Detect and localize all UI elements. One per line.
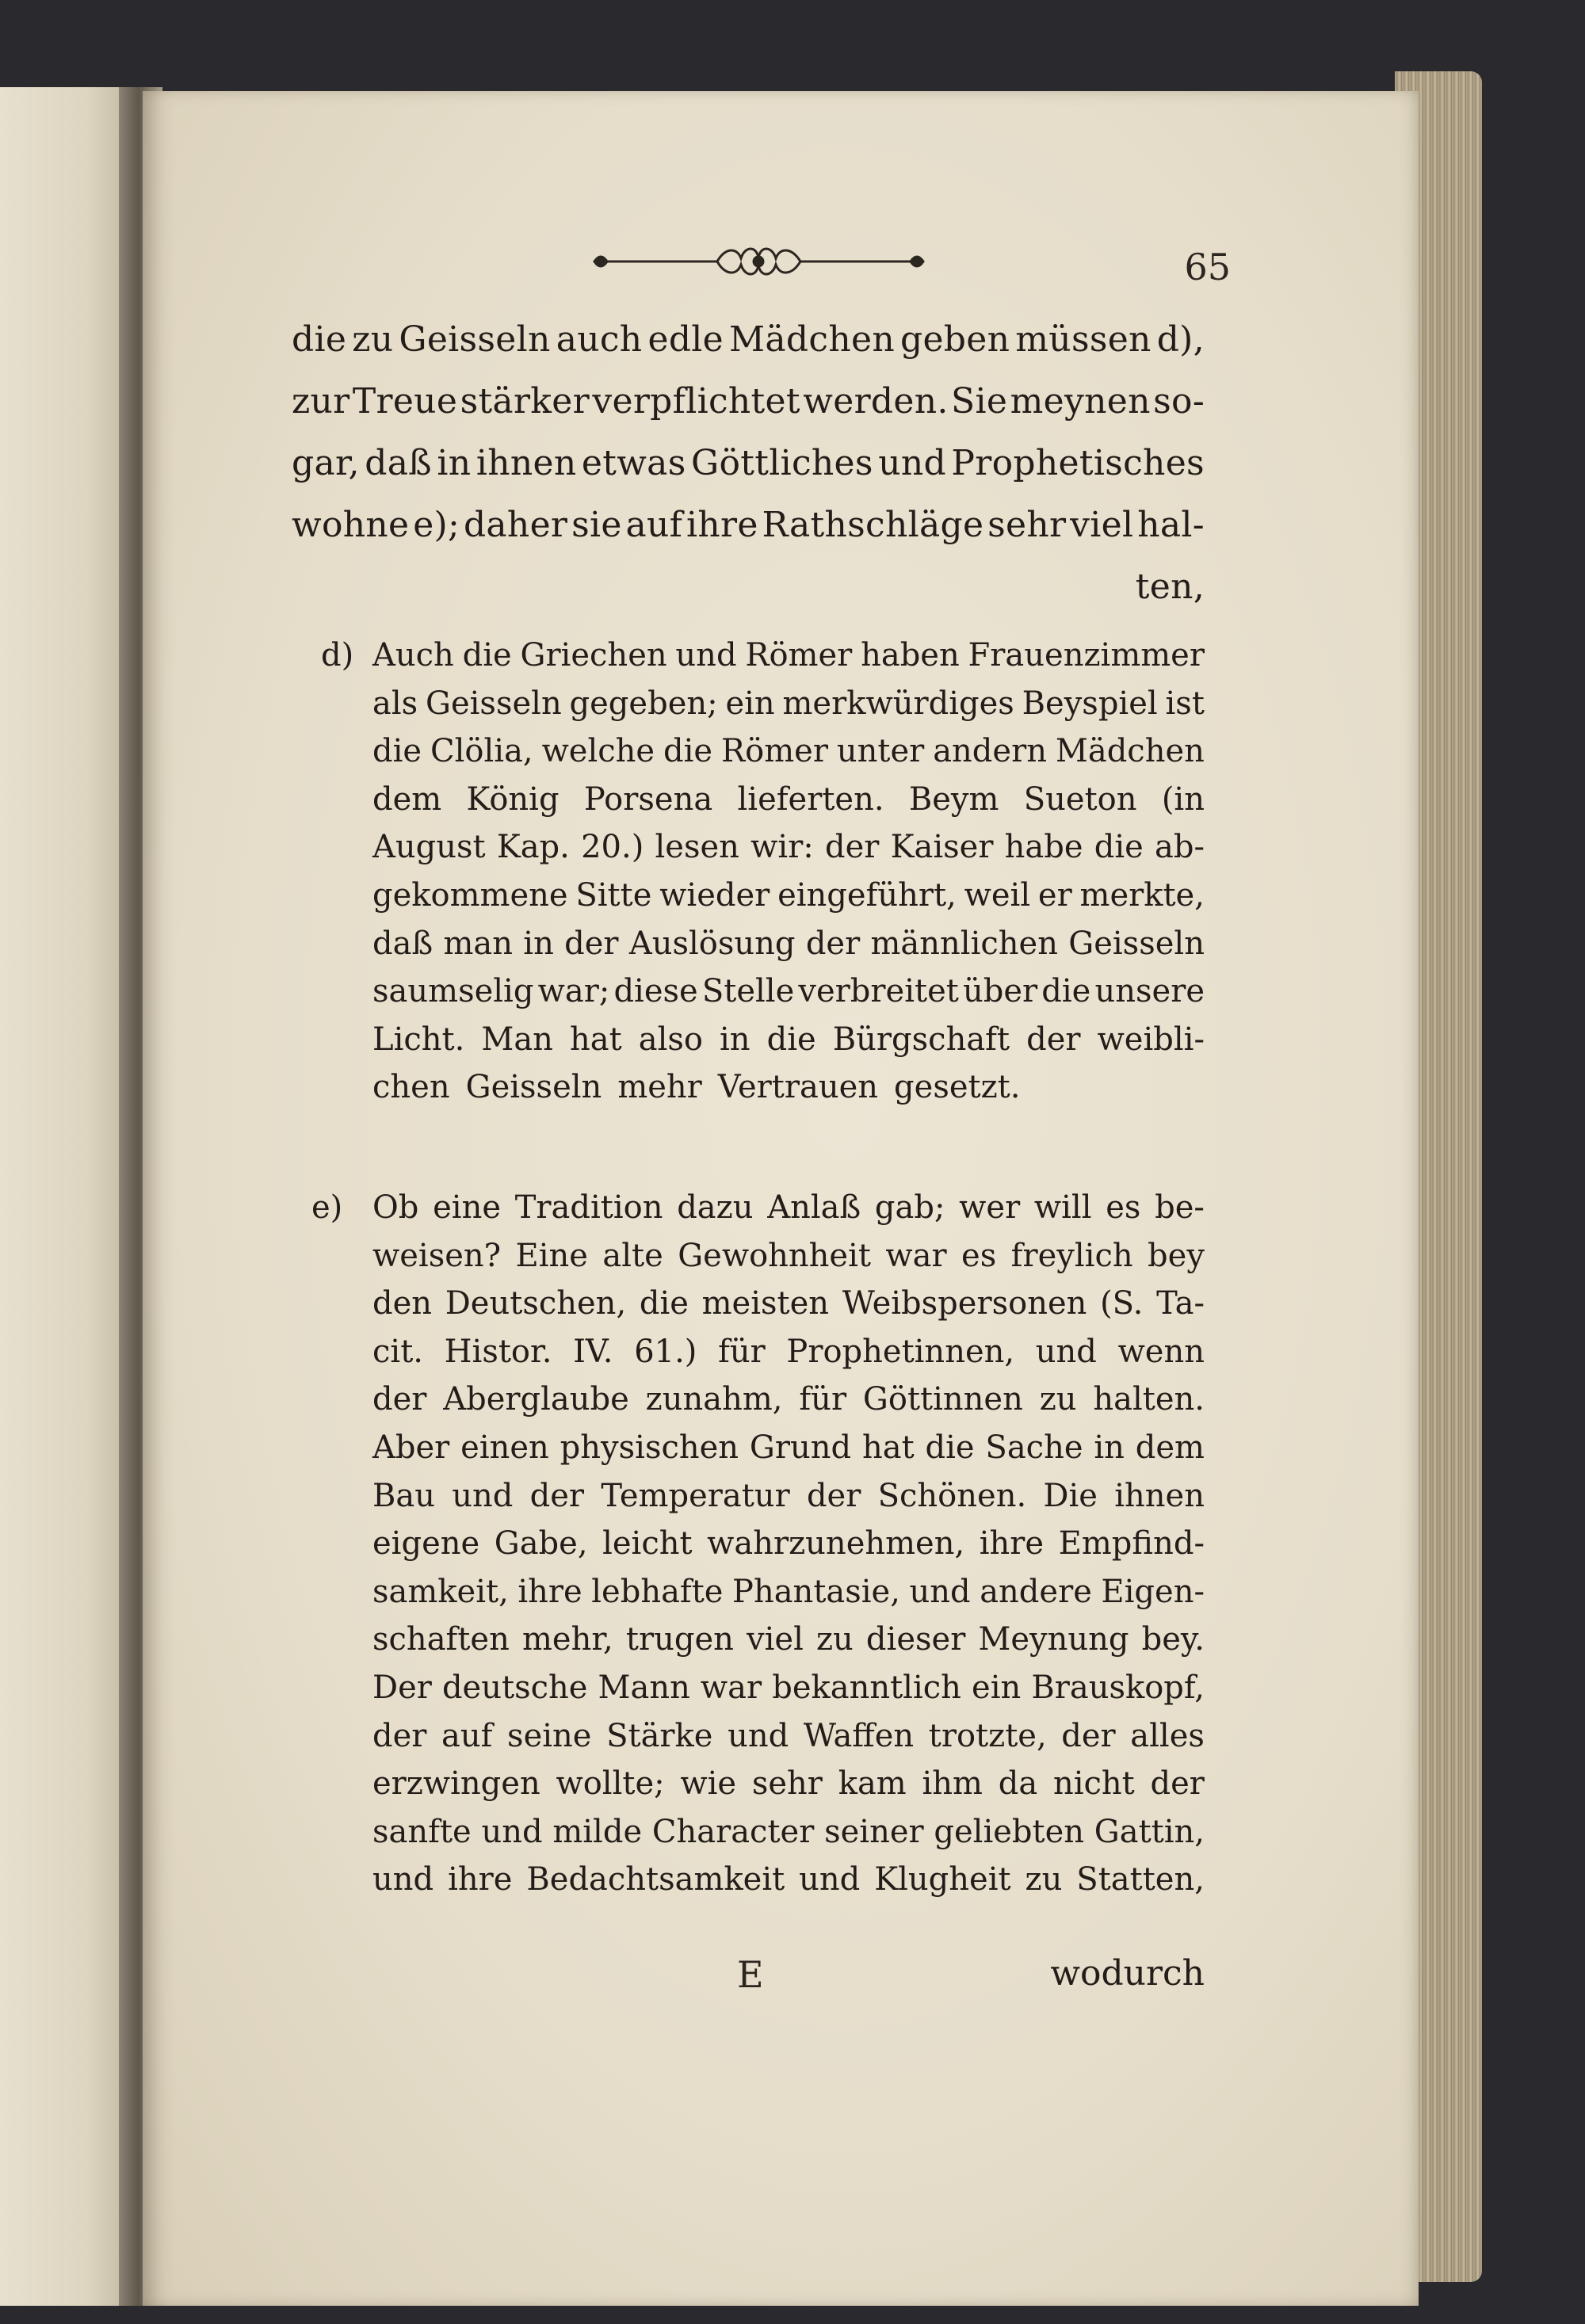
text-line: cit. Histor. IV. 61.) für Prophetinnen, und wenn	[372, 1333, 1205, 1370]
main-text	[292, 309, 1205, 618]
text-line: der Aberglaube zunahm, für Göttinnen zu halten.	[372, 1381, 1205, 1418]
text-line: Der deutsche Mann war bekanntlich ein Brauskopf,	[372, 1669, 1205, 1706]
text-line: Bau und der Temperatur der Schönen. Die ihnen	[372, 1477, 1205, 1514]
catchword: wodurch	[1050, 1953, 1205, 1994]
text-line: saumselig war; diese Stelle verbreitet über die unsere	[372, 973, 1205, 1010]
text-line: gar, daß in ihnen etwas Göttliches und Prophetisches	[292, 443, 1205, 483]
footnote-d	[372, 632, 1205, 1112]
text-line: zur Treue stärker verpflichtet werden. Sie meynen so-	[292, 381, 1205, 422]
text-line: sanfte und milde Character seiner geliebten Gattin,	[372, 1813, 1205, 1850]
text-line: der auf seine Stärke und Waffen trotzte, der alles	[372, 1717, 1205, 1754]
page-number: 65	[1184, 246, 1231, 288]
text-line: Auch die Griechen und Römer haben Frauenzimmer	[372, 637, 1205, 674]
printer-ornament-rule-icon	[590, 242, 927, 281]
text-line: wohne e); daher sie auf ihre Rathschläge sehr viel hal-	[292, 505, 1205, 545]
text-line: schaften mehr, trugen viel zu dieser Meynung bey.	[372, 1621, 1205, 1658]
text-line: die zu Geisseln auch edle Mädchen geben müssen d),	[292, 319, 1205, 360]
text-line: Licht. Man hat also in die Bürgschaft der weibli-	[372, 1021, 1205, 1058]
text-line: samkeit, ihre lebhafte Phantasie, und andere Eigen-	[372, 1573, 1205, 1610]
text-line: chen Geisseln mehr Vertrauen gesetzt.	[372, 1069, 1021, 1106]
text-line: dem König Porsena lieferten. Beym Sueton (in	[372, 780, 1205, 818]
text-line: den Deutschen, die meisten Weibspersonen (S. Ta-	[372, 1285, 1205, 1322]
footnote-d-marker: d)	[321, 637, 354, 674]
text-line: daß man in der Auslösung der männlichen Geisseln	[372, 925, 1205, 962]
text-line: Ob eine Tradition dazu Anlaß gab; wer will es be-	[372, 1189, 1205, 1226]
footnote-e	[372, 1184, 1205, 1904]
footnote-e-marker: e)	[311, 1189, 343, 1226]
text-line: die Clölia, welche die Römer unter andern Mädchen	[372, 733, 1205, 770]
text-line: weisen? Eine alte Gewohnheit war es freylich bey	[372, 1237, 1205, 1274]
text-line: ten,	[1135, 567, 1205, 607]
text-line: und ihre Bedachtsamkeit und Klugheit zu Statten,	[372, 1861, 1205, 1899]
text-line: gekommene Sitte wieder eingeführt, weil er merkte,	[372, 876, 1205, 914]
signature-mark: E	[737, 1953, 764, 1996]
text-line: als Geisseln gegeben; ein merkwürdiges Beyspiel ist	[372, 685, 1205, 722]
text-line: August Kap. 20.) lesen wir: der Kaiser habe die ab-	[372, 829, 1205, 866]
text-line: erzwingen wollte; wie sehr kam ihm da nicht der	[372, 1765, 1205, 1803]
text-line: eigene Gabe, leicht wahrzunehmen, ihre Empfind-	[372, 1525, 1205, 1563]
text-line: Aber einen physischen Grund hat die Sache in dem	[372, 1429, 1205, 1466]
